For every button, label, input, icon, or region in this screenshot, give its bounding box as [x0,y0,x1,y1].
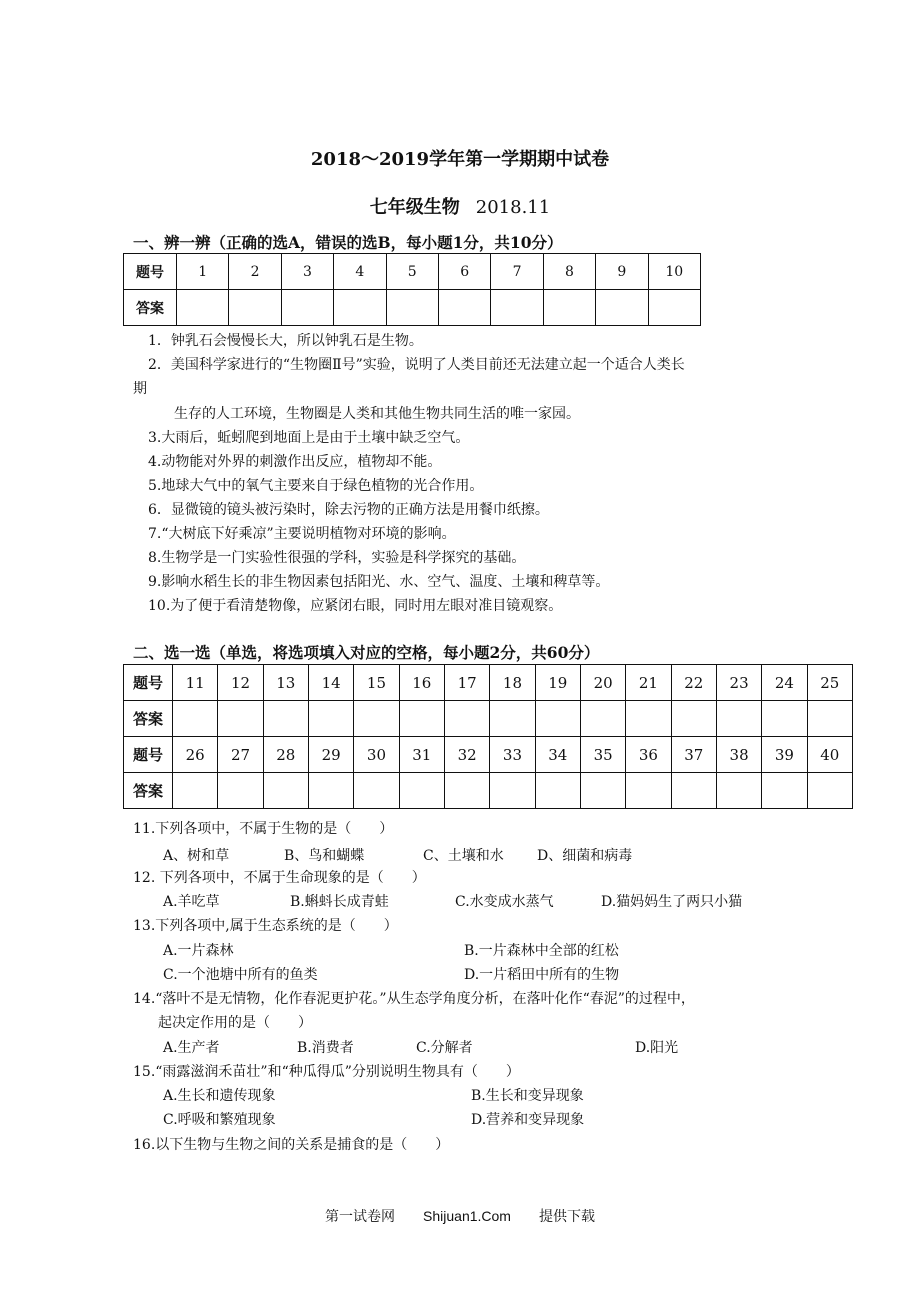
question-number-cell: 8 [543,254,595,290]
question-number-cell: 2 [229,254,281,290]
answer-cell[interactable] [177,290,229,326]
answer-cell[interactable] [807,773,852,809]
question-number-cell: 37 [671,737,716,773]
answer-cell[interactable] [173,701,218,737]
statement-10: 10.为了便于看清楚物像，应紧闭右眼，同时用左眼对准目镜观察。 [148,598,563,614]
question-14-option-b: B.消费者 [297,1040,354,1056]
question-14-stem: 14.“落叶不是无情物，化作春泥更护花。”从生态学角度分析，在落叶化作“春泥”的过程中， [133,991,695,1007]
statement-2-cont: 生存的人工环境，生物圈是人类和其他生物共同生活的唯一家园。 [174,406,580,422]
statement-1: 1．钟乳石会慢慢长大，所以钟乳石是生物。 [148,333,423,349]
question-number-cell: 30 [354,737,399,773]
answer-cell[interactable] [626,773,671,809]
question-14-option-c: C.分解者 [416,1040,473,1056]
question-number-cell: 40 [807,737,852,773]
question-number-cell: 29 [308,737,353,773]
question-11-stem: 11.下列各项中，不属于生物的是（ ） [133,821,394,837]
answer-cell[interactable] [648,290,700,326]
question-number-cell: 5 [386,254,438,290]
question-number-cell: 11 [173,665,218,701]
question-14-stem-cont: 起决定作用的是（ ） [158,1015,312,1031]
table-row [124,254,701,290]
answer-cell[interactable] [535,773,580,809]
question-number-cell: 19 [535,665,580,701]
row-label-answer: 答案 [124,701,173,737]
answer-cell[interactable] [229,290,281,326]
answer-cell[interactable] [490,773,535,809]
answer-cell[interactable] [490,701,535,737]
question-number-cell: 9 [596,254,648,290]
statement-4: 4.动物能对外界的刺激作出反应，植物却不能。 [148,454,442,470]
question-number-cell: 3 [281,254,333,290]
question-number-cell: 28 [263,737,308,773]
question-11-option-c: C、土壤和水 [423,848,504,864]
answer-cell[interactable] [354,701,399,737]
question-number-cell: 12 [218,665,263,701]
question-number-cell: 22 [671,665,716,701]
question-13-stem: 13.下列各项中,属于生态系统的是（ ） [133,918,398,934]
question-16-stem: 16.以下生物与生物之间的关系是捕食的是（ ） [133,1137,450,1153]
statement-2: 2．美国科学家进行的“生物圈Ⅱ号”实验，说明了人类目前还无法建立起一个适合人类长 [148,357,685,373]
exam-title: 2018～2019学年第一学期期中试卷 [310,149,610,170]
question-number-cell: 23 [716,665,761,701]
answer-cell[interactable] [762,701,807,737]
question-14-option-a: A.生产者 [163,1040,220,1056]
row-label-answer: 答案 [124,290,177,326]
question-number-cell: 13 [263,665,308,701]
answer-cell[interactable] [671,701,716,737]
answer-cell[interactable] [386,290,438,326]
question-number-cell: 34 [535,737,580,773]
answer-cell[interactable] [308,773,353,809]
question-number-cell: 20 [580,665,625,701]
question-number-cell: 24 [762,665,807,701]
subject-label: 七年级生物 [369,197,460,218]
part1-heading: 一、辨一辨（正确的选A，错误的选B，每小题1分，共10分） [133,233,563,252]
answer-cell[interactable] [671,773,716,809]
statement-5: 5.地球大气中的氧气主要来自于绿色植物的光合作用。 [148,478,484,494]
question-11-option-d: D、细菌和病毒 [537,848,633,864]
answer-cell[interactable] [626,701,671,737]
question-number-cell: 33 [490,737,535,773]
answer-cell[interactable] [491,290,543,326]
answer-cell[interactable] [399,701,444,737]
answer-cell[interactable] [281,290,333,326]
answer-cell[interactable] [580,773,625,809]
answer-cell[interactable] [334,290,386,326]
answer-cell[interactable] [263,773,308,809]
answer-cell[interactable] [535,701,580,737]
part1-answer-table [123,253,701,326]
question-number-cell: 1 [177,254,229,290]
statement-8: 8.生物学是一门实验性很强的学科，实验是科学探究的基础。 [148,550,526,566]
question-number-cell: 25 [807,665,852,701]
table-row [124,773,853,809]
question-14-option-d: D.阳光 [635,1040,679,1056]
question-number-cell: 35 [580,737,625,773]
answer-cell[interactable] [263,701,308,737]
row-label-number: 题号 [124,665,173,701]
answer-cell[interactable] [173,773,218,809]
question-13-option-c: C.一个池塘中所有的鱼类 [163,967,318,983]
question-13-option-b: B.一片森林中全部的红松 [464,943,619,959]
question-number-cell: 7 [491,254,543,290]
row-label-answer: 答案 [124,773,173,809]
footer-site-link[interactable]: Shijuan1.Com [423,1208,511,1224]
question-15-option-c: C.呼吸和繁殖现象 [163,1112,276,1128]
answer-cell[interactable] [807,701,852,737]
answer-cell[interactable] [399,773,444,809]
question-11-option-b: B、鸟和蝴蝶 [284,848,365,864]
question-15-option-a: A.生长和遗传现象 [163,1088,276,1104]
row-label-number: 题号 [124,737,173,773]
question-number-cell: 6 [438,254,490,290]
question-11-option-a: A、树和草 [163,848,230,864]
answer-cell[interactable] [218,701,263,737]
question-12-option-d: D.猫妈妈生了两只小猫 [601,894,743,910]
statement-3: 3.大雨后，蚯蚓爬到地面上是由于土壤中缺乏空气。 [148,430,470,446]
question-15-stem: 15.“雨露滋润禾苗壮”和“种瓜得瓜”分别说明生物具有（ ） [133,1064,520,1080]
question-13-option-d: D.一片稻田中所有的生物 [464,967,620,983]
footer-source: 第一试卷网 [325,1209,396,1225]
answer-cell[interactable] [438,290,490,326]
question-number-cell: 18 [490,665,535,701]
question-number-cell: 10 [648,254,700,290]
question-number-cell: 17 [444,665,489,701]
exam-date: 2018.11 [475,197,551,218]
question-number-cell: 39 [762,737,807,773]
answer-cell[interactable] [762,773,807,809]
question-12-option-b: B.蝌蚪长成青蛙 [290,894,389,910]
question-12-option-c: C.水变成水蒸气 [455,894,554,910]
question-12-option-a: A.羊吃草 [163,894,220,910]
question-15-option-b: B.生长和变异现象 [471,1088,584,1104]
question-15-option-d: D.营养和变异现象 [471,1112,585,1128]
question-number-cell: 26 [173,737,218,773]
question-number-cell: 21 [626,665,671,701]
answer-cell[interactable] [444,773,489,809]
question-number-cell: 31 [399,737,444,773]
answer-cell[interactable] [308,701,353,737]
answer-cell[interactable] [354,773,399,809]
table-row [124,701,853,737]
row-label-number: 题号 [124,254,177,290]
statement-2-wrap: 期 [133,381,147,397]
question-12-stem: 12. 下列各项中，不属于生命现象的是（ ） [133,870,426,886]
answer-cell[interactable] [716,701,761,737]
answer-cell[interactable] [596,290,648,326]
answer-cell[interactable] [444,701,489,737]
statement-7: 7.“大树底下好乘凉”主要说明植物对环境的影响。 [148,526,456,542]
table-row [124,737,853,773]
question-13-option-a: A.一片森林 [163,943,234,959]
question-number-cell: 36 [626,737,671,773]
part2-heading: 二、选一选（单选，将选项填入对应的空格，每小题2分，共60分） [133,643,600,662]
question-number-cell: 27 [218,737,263,773]
question-number-cell: 4 [334,254,386,290]
answer-cell[interactable] [543,290,595,326]
part2-answer-table [123,664,853,809]
table-row [124,665,853,701]
question-number-cell: 14 [308,665,353,701]
table-row [124,290,701,326]
question-number-cell: 15 [354,665,399,701]
question-number-cell: 16 [399,665,444,701]
answer-cell[interactable] [716,773,761,809]
footer-download: 提供下载 [538,1209,595,1225]
statement-9: 9.影响水稻生长的非生物因素包括阳光、水、空气、温度、土壤和稗草等。 [148,574,610,590]
question-number-cell: 38 [716,737,761,773]
question-number-cell: 32 [444,737,489,773]
answer-cell[interactable] [580,701,625,737]
page-footer [0,1206,920,1226]
statement-6: 6．显微镜的镜头被污染时，除去污物的正确方法是用餐巾纸擦。 [148,502,549,518]
exam-subtitle [0,193,920,219]
answer-cell[interactable] [218,773,263,809]
